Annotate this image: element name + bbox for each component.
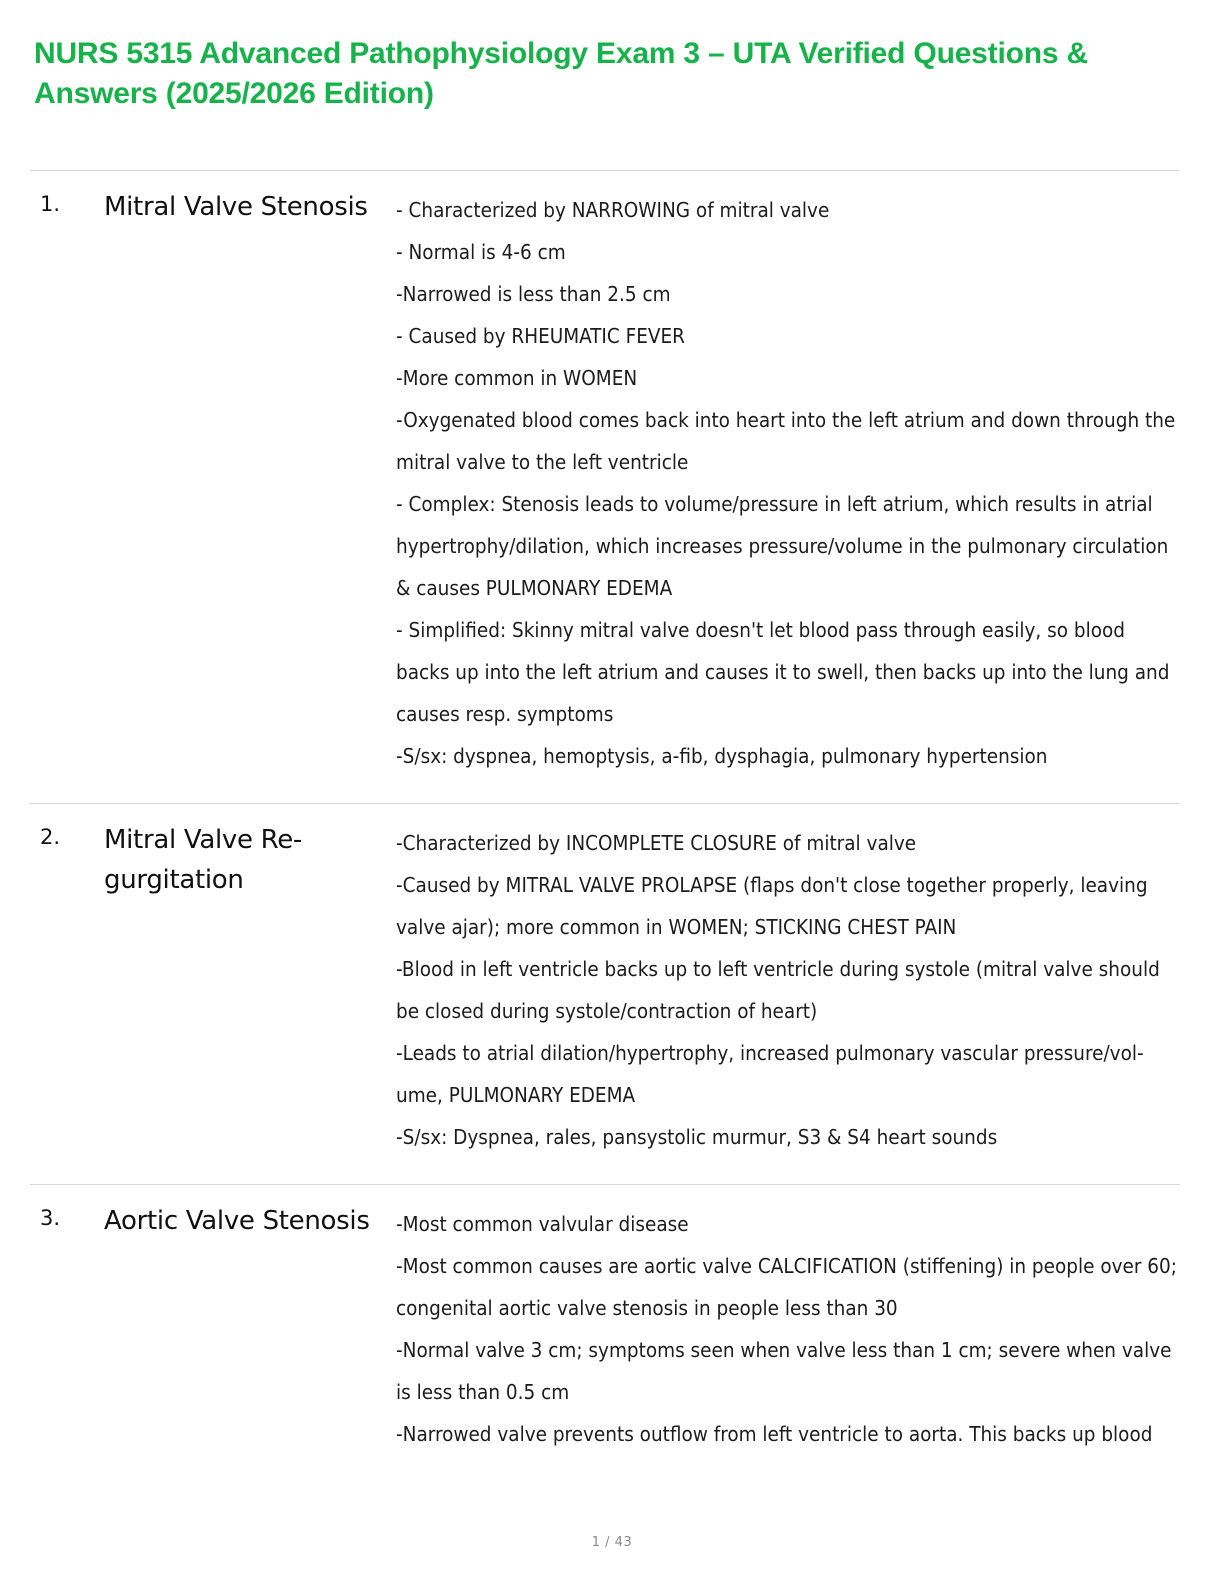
table-row [30, 171, 1180, 804]
definition-line: -Most common valvular disease [396, 1212, 689, 1236]
definition-line: -S/sx: Dyspnea, rales, pansystolic murmur, S3 & S4 heart sounds [396, 1125, 998, 1149]
entry-number: 2. [40, 825, 61, 849]
entry-number: 3. [40, 1206, 61, 1230]
page-title: NURS 5315 Advanced Pathophysiology Exam 3 – UTA Verified Questions & Answers (2025/2026 Edition) [34, 37, 1088, 110]
definition-line: -Caused by MITRAL VALVE PROLAPSE (flaps don't close together properly, leaving valve ajar); more common in WOMEN; STICKING CHEST PAIN [396, 873, 1148, 939]
definition-line: - Normal is 4-6 cm [396, 240, 566, 264]
definition-line: -Leads to atrial dilation/hypertrophy, increased pulmonary vascular pressure/vol-ume, PULMONARY EDEMA [396, 1041, 1144, 1107]
definition-line: -S/sx: dyspnea, hemoptysis, a-fib, dysphagia, pulmonary hypertension [396, 744, 1048, 768]
entry-term: Mitral Valve Stenosis [104, 192, 368, 222]
table-row [30, 804, 1180, 1185]
definition-line: - Simplified: Skinny mitral valve doesn't let blood pass through easily, so blood backs up into the left atrium and causes it to swell, then backs up into the lung and causes resp. symptoms [396, 618, 1170, 726]
entry-definition [396, 171, 1180, 804]
entry-definition [396, 804, 1180, 1185]
definition-line: - Characterized by NARROWING of mitral valve [396, 198, 830, 222]
entry-term: Aortic Valve Stenosis [104, 1206, 370, 1236]
definition-line: - Complex: Stenosis leads to volume/pressure in left atrium, which results in atrial hypertrophy/dilation, which increases pressure/volume in the pulmonary circulation & causes PULMONARY EDEMA [396, 492, 1169, 600]
entry-definition [396, 1185, 1180, 1482]
definition-line: -More common in WOMEN [396, 366, 638, 390]
definition-line: -Most common causes are aortic valve CALCIFICATION (stiffening) in people over 60; congenital aortic valve stenosis in people less than 30 [396, 1254, 1177, 1320]
entry-term: Mitral Valve Re-gurgitation [104, 825, 303, 895]
definition-line: -Narrowed is less than 2.5 cm [396, 282, 671, 306]
definition-line: -Characterized by INCOMPLETE CLOSURE of mitral valve [396, 831, 917, 855]
definition-line: -Narrowed valve prevents outflow from left ventricle to aorta. This backs up blood [396, 1422, 1153, 1446]
qa-table [30, 170, 1180, 1481]
table-row [30, 1185, 1180, 1482]
entry-number: 1. [40, 192, 61, 216]
definition-line: -Oxygenated blood comes back into heart into the left atrium and down through the mitral valve to the left ventricle [396, 408, 1176, 474]
definition-line: -Blood in left ventricle backs up to left ventricle during systole (mitral valve should be closed during systole/contraction of heart) [396, 957, 1160, 1023]
definition-line: -Normal valve 3 cm; symptoms seen when valve less than 1 cm; severe when valve is less than 0.5 cm [396, 1338, 1172, 1404]
definition-line: - Caused by RHEUMATIC FEVER [396, 324, 685, 348]
page-footer: 1 / 43 [591, 1535, 633, 1550]
